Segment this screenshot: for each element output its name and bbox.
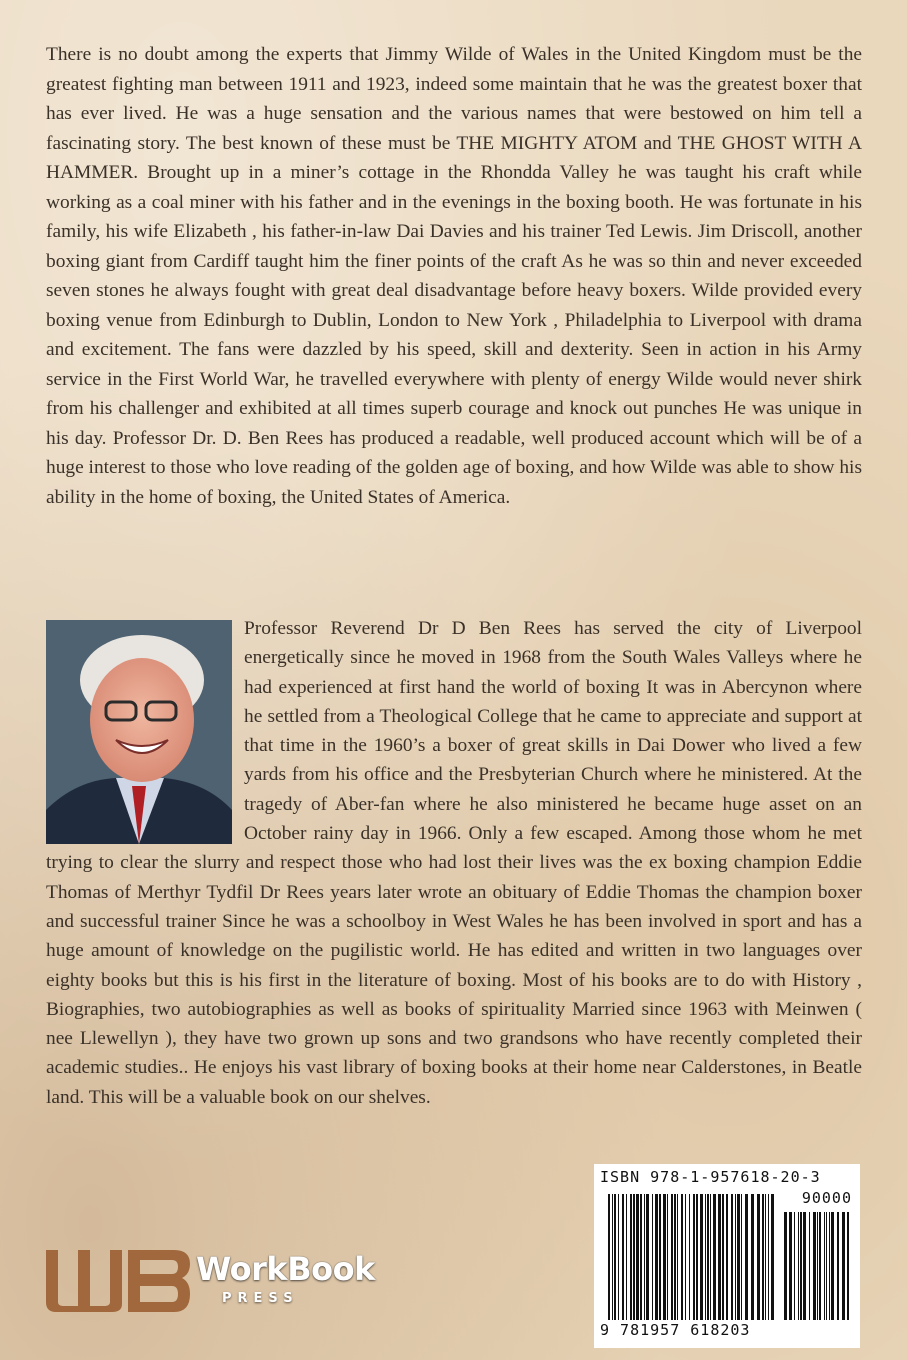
publisher-name: WorkBook bbox=[196, 1250, 375, 1288]
author-portrait-icon bbox=[46, 620, 232, 844]
price-code: 90000 bbox=[801, 1189, 852, 1207]
back-cover-blurb: There is no doubt among the experts that Jimmy Wilde of Wales in the United Kingdom must be the greatest fighting man between 1911 and 1923, indeed some maintain that he was the greatest boxer that has ever lived. He was a huge sensation and the various names that were bestowed on him tell a fascinating story. The best known of these must be THE MIGHTY ATOM and THE GHOST WITH A HAMMER. Brought up in a miner’s cottage in the Rhondda Valley he was taught his craft while working as a coal miner with his father and in the evenings in the boxing booth. He was fortunate in his family, his wife Elizabeth , his father-in-law Dai Davies and his trainer Ted Lewis. Jim Driscoll, another boxing giant from Cardiff taught him the finer points of the craft As he was so thin and never exceeded seven stones he always fought with great deal disadvantage before heavy boxers. Wilde provided every boxing venue from Edinburgh to Dublin, London to New York , Philadelphia to Liverpool with drama and excitement. The fans were dazzled by his speed, skill and dexterity. Seen in action in his Army service in the First World War, he travelled everywhere with plenty of energy Wilde would never shirk from his challenger and exhibited at all times superb courage and knock out punches He was unique in his day. Professor Dr. D. Ben Rees has produced a readable, well produced account which will be of a huge interest to those who love reading of the golden age of boxing, and how Wilde was able to show his ability in the home of boxing, the United States of America. bbox=[46, 44, 862, 508]
barcode-bars bbox=[608, 1194, 778, 1320]
workbook-logo-icon bbox=[44, 1246, 192, 1314]
isbn-label: ISBN 978-1-957618-20-3 bbox=[600, 1168, 821, 1186]
publisher-sub: PRESS bbox=[222, 1291, 299, 1306]
author-bio-section bbox=[46, 614, 862, 1112]
ean-digits: 9 781957 618203 bbox=[600, 1321, 751, 1339]
author-photo bbox=[46, 620, 232, 844]
addon-barcode-bars bbox=[784, 1212, 852, 1320]
author-bio-text: Professor Reverend Dr D Ben Rees has served the city of Liverpool energetically since he moved in 1968 from the South Wales Valleys where he had experienced at first hand the world of boxing It was in Abercynon where he settled from a Theological College that he came to appreciate and support at that time in the 1960’s a boxer of great skills in Dai Dower who lived a few yards from his office and the Presbyterian Church where he ministered. At the tragedy of Aber-fan where he also ministered he became huge asset on an October rainy day in 1966. Only a few escaped. Among those whom he met trying to clear the slurry and respect those who had lost their lives was the ex boxing champion Eddie Thomas of Merthyr Tydfil Dr Rees years later wrote an obituary of Eddie Thomas the champion boxer and successful trainer Since he was a schoolboy in West Wales he has been involved in sport and has a huge amount of knowledge on the pugilistic world. He has edited and written in two languages over eighty books but this is his first in the literature of boxing. Most of his books are to do with History , Biographies, two autobiographies as well as books of spirituality Married since 1963 with Meinwen ( nee Llewellyn ), they have two grown up sons and two grandsons who have recently completed their academic studies.. He enjoys his vast library of boxing books at their home near Calderstones, in Beatle land. This will be a valuable book on our shelves. bbox=[46, 618, 862, 1108]
isbn-barcode bbox=[594, 1164, 860, 1348]
